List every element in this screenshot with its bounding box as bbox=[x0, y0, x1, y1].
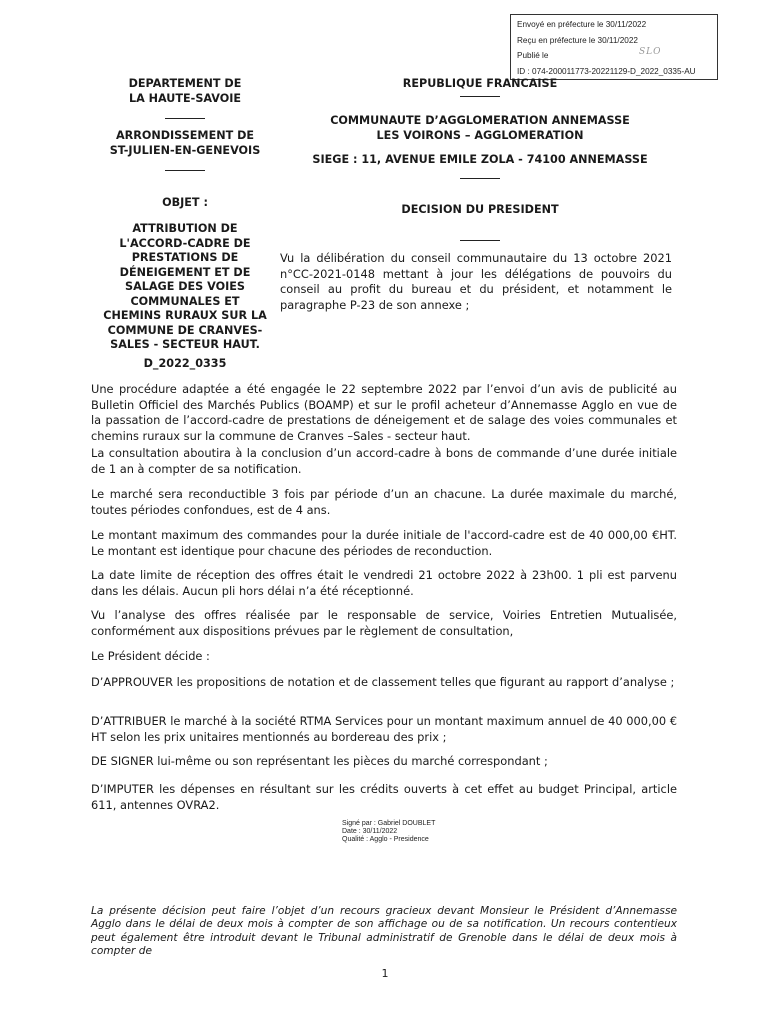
prefecture-stamp bbox=[510, 14, 718, 80]
arrondissement-line-1: ARRONDISSEMENT DE bbox=[115, 129, 255, 142]
communaute-line-1: COMMUNAUTE D’AGGLOMERATION ANNEMASSE bbox=[330, 114, 630, 127]
divider bbox=[460, 178, 500, 179]
objet-label: OBJET : bbox=[162, 196, 208, 209]
recours-note: La présente décision peut faire l’objet d’un recours gracieux devant Monsieur le Président d’Annemasse Agglo dans le délai de deux mois à compter de son affichage ou de sa notification. Un recours contentieux peut également être introduit devant le Tribunal administratif de Grenoble dans le délai de deux mois à compter de bbox=[91, 905, 677, 957]
paragraph-approuver: D’APPROUVER les propositions de notation et de classement telles que figurant au rapport d’analyse ; bbox=[91, 675, 675, 689]
stamp-envoye: Envoyé en préfecture le 30/11/2022 bbox=[517, 20, 647, 29]
paragraph-attribuer: D’ATTRIBUER le marché à la société RTMA Services pour un montant maximum annuel de 40 000,00 € HT selon les prix unitaires mentionnés au bordereau des prix ; bbox=[91, 714, 677, 744]
objet-line: PRESTATIONS DE bbox=[131, 251, 239, 264]
stamp-publie: Publié le bbox=[517, 51, 549, 60]
paragraph-president-decide: Le Président décide : bbox=[91, 649, 210, 663]
divider bbox=[165, 118, 205, 119]
page-number: 1 bbox=[381, 967, 389, 980]
signature-date: Date : 30/11/2022 bbox=[342, 828, 398, 836]
objet-line: COMMUNE DE CRANVES- bbox=[107, 323, 263, 337]
stamp-signature-mark: SLO bbox=[639, 47, 662, 57]
objet-line: CHEMINS RURAUX SUR LA bbox=[103, 309, 267, 322]
electronic-signature bbox=[342, 820, 502, 845]
communaute-block bbox=[280, 114, 680, 143]
objet-line: L'ACCORD-CADRE DE bbox=[119, 236, 251, 250]
vu-deliberation: Vu la délibération du conseil communautaire du 13 octobre 2021 n°CC-2021-0148 mettant à jour les délégations de pouvoirs du conseil au profit du bureau et du président, et notamment le paragraphe P-23 de son annexe ; bbox=[280, 251, 672, 312]
stamp-id: ID : 074-200011773-20221129-D_2022_0335-AU bbox=[517, 66, 696, 76]
objet-line: COMMUNALES ET bbox=[130, 294, 240, 308]
paragraph-date-limite: La date limite de réception des offres était le vendredi 21 octobre 2022 à 23h00. 1 pli est parvenu dans les délais. Aucun pli hors délai n’a été réceptionné. bbox=[91, 568, 677, 598]
siege-address: SIEGE : 11, AVENUE EMILE ZOLA - 74100 ANNEMASSE bbox=[312, 153, 648, 166]
departement-line-1: DEPARTEMENT DE bbox=[128, 77, 242, 90]
objet-text bbox=[96, 222, 274, 353]
paragraph-imputer: D’IMPUTER les dépenses en résultant sur les crédits ouverts à cet effet au budget Principal, article 611, antennes OVRA2. bbox=[91, 782, 677, 812]
decision-block bbox=[280, 203, 680, 241]
stamp-recu: Reçu en préfecture le 30/11/2022 bbox=[517, 35, 638, 45]
divider bbox=[165, 170, 205, 171]
communaute-line-2: LES VOIRONS – AGGLOMERATION bbox=[376, 128, 584, 142]
objet-line: DÉNEIGEMENT ET DE bbox=[119, 265, 251, 279]
arrondissement-line-2: ST-JULIEN-EN-GENEVOIS bbox=[109, 143, 261, 157]
paragraph-consultation: La consultation aboutira à la conclusion d’un accord-cadre à bons de commande d’une durée initiale de 1 an à compter de sa notification. bbox=[91, 446, 677, 476]
signature-signer: Signé par : Gabriel DOUBLET bbox=[342, 820, 436, 827]
objet-line: ATTRIBUTION DE bbox=[132, 222, 238, 235]
objet-line: SALAGE DES VOIES bbox=[125, 280, 245, 293]
arrondissement-block bbox=[96, 129, 274, 171]
paragraph-reconduction: Le marché sera reconductible 3 fois par période d’un an chacune. La durée maximale du marché, toutes périodes confondues, est de 4 ans. bbox=[91, 487, 677, 517]
divider bbox=[460, 240, 500, 241]
paragraph-procedure: Une procédure adaptée a été engagée le 22 septembre 2022 par l’envoi d’un avis de publicité au Bulletin Officiel des Marchés Publics (BOAMP) et sur le profil acheteur d’Annemasse Agglo en vue de la passation de l’accord-cadre de prestations de déneigement et de salage des voies communales et chemins ruraux sur la commune de Cranves –Sales - secteur haut. bbox=[91, 382, 677, 443]
paragraph-montant: Le montant maximum des commandes pour la durée initiale de l'accord-cadre est de 40 000,00 €HT. Le montant est identique pour chacune des périodes de reconduction. bbox=[91, 528, 677, 558]
siege-block bbox=[280, 153, 680, 179]
republique-title: REPUBLIQUE FRANCAISE bbox=[402, 77, 558, 90]
signature-qualite: Qualité : Agglo - Presidence bbox=[342, 836, 429, 844]
departement-block bbox=[96, 77, 274, 119]
republique-block bbox=[280, 77, 680, 97]
divider bbox=[460, 96, 500, 97]
objet-line: SALES - SECTEUR HAUT. bbox=[110, 338, 260, 351]
paragraph-analyse: Vu l’analyse des offres réalisée par le responsable de service, Voiries Entretien Mutualisée, conformément aux dispositions prévues par le règlement de consultation, bbox=[91, 608, 677, 638]
decision-reference: D_2022_0335 bbox=[143, 357, 227, 370]
departement-line-2: LA HAUTE-SAVOIE bbox=[128, 91, 242, 105]
decision-title: DECISION DU PRESIDENT bbox=[401, 203, 559, 216]
paragraph-signer: DE SIGNER lui-même ou son représentant les pièces du marché correspondant ; bbox=[91, 754, 548, 768]
